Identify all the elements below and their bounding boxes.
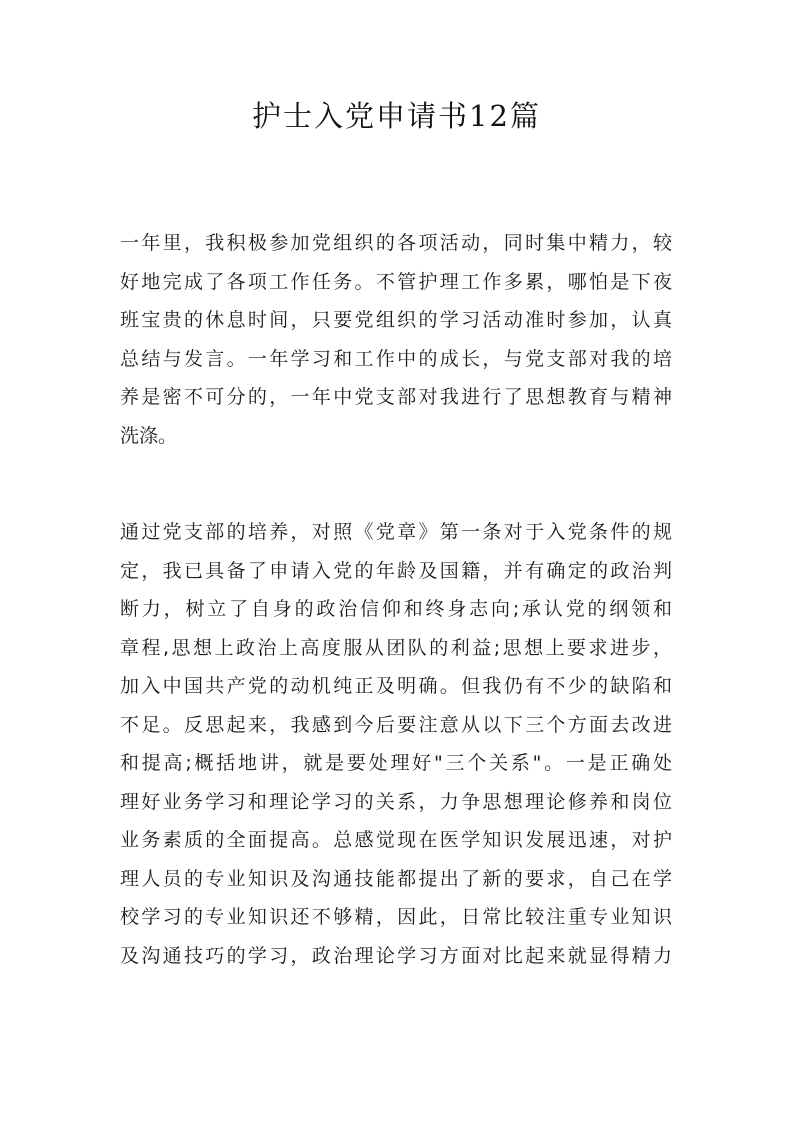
paragraph-line: 校学习的专业知识还不够精，因此，日常比较注重专业知识 (120, 906, 672, 928)
paragraph-line: 断力，树立了自身的政治信仰和终身志向;承认党的纲领和 (120, 598, 672, 620)
paragraph-line: 业务素质的全面提高。总感觉现在医学知识发展迅速，对护 (120, 829, 672, 851)
paragraph-2 (120, 513, 672, 975)
paragraph-line: 一年里，我积极参加党组织的各项活动，同时集中精力，较 (120, 232, 672, 254)
paragraph-line: 通过党支部的培养，对照《党章》第一条对于入党条件的规 (120, 521, 672, 543)
paragraph-1 (120, 224, 672, 455)
paragraph-line: 总结与发言。一年学习和工作中的成长，与党支部对我的培 (120, 347, 672, 370)
paragraph-line: 及沟通技巧的学习，政治理论学习方面对比起来就显得精力 (120, 944, 672, 967)
paragraph-line: 好地完成了各项工作任务。不管护理工作多累，哪怕是下夜 (120, 270, 672, 293)
paragraph-line: 定，我已具备了申请入党的年龄及国籍，并有确定的政治判 (120, 559, 672, 582)
paragraph-line: 养是密不可分的，一年中党支部对我进行了思想教育与精神 (120, 386, 672, 408)
paragraph-line: 和提高;概括地讲，就是要处理好"三个关系"。一是正确处 (120, 752, 672, 774)
paragraph-line: 理好业务学习和理论学习的关系，力争思想理论修养和岗位 (120, 790, 672, 813)
paragraph-line: 洗涤。 (120, 424, 178, 447)
paragraph-line: 不足。反思起来，我感到今后要注意从以下三个方面去改进 (120, 713, 672, 736)
paragraph-line: 班宝贵的休息时间，只要党组织的学习活动准时参加，认真 (120, 309, 672, 331)
document-title: 护士入党申请书12篇 (252, 99, 541, 133)
paragraph-line: 理人员的专业知识及沟通技能都提出了新的要求，自己在学 (120, 867, 672, 890)
paragraph-line: 加入中国共产党的动机纯正及明确。但我仍有不少的缺陷和 (120, 675, 672, 697)
paragraph-line: 章程,思想上政治上高度服从团队的利益;思想上要求进步， (120, 636, 672, 659)
